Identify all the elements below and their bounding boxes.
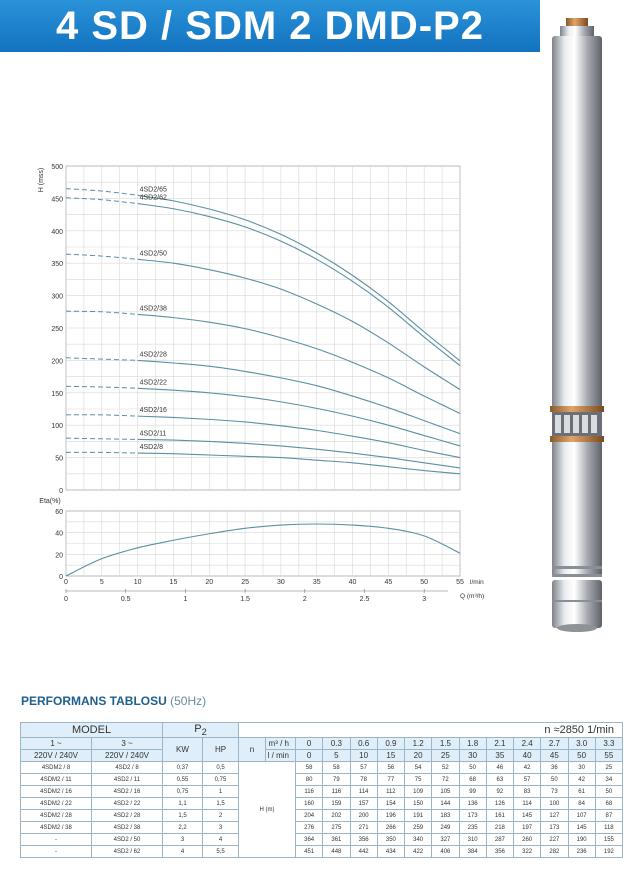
head-value-cell: 80 — [296, 774, 323, 786]
y-tick-label: 400 — [51, 228, 63, 236]
eta-y-tick-label: 0 — [59, 574, 63, 581]
flow-lmin-cell: 25 — [432, 750, 459, 762]
table-row — [21, 762, 623, 774]
power-kw: 0,37 — [163, 762, 203, 774]
head-value-cell: 107 — [568, 810, 595, 822]
head-value-cell: 83 — [514, 786, 541, 798]
head-value-cell: 310 — [459, 834, 486, 846]
x-tick-label: 10 — [133, 579, 142, 586]
kw-header: KW — [163, 738, 203, 762]
head-value-cell: 63 — [486, 774, 513, 786]
flow-lmin-cell: 40 — [514, 750, 541, 762]
head-value-cell: 327 — [432, 834, 459, 846]
head-value-cell: 42 — [568, 774, 595, 786]
power-hp: 0,75 — [203, 774, 239, 786]
head-value-cell: 197 — [514, 822, 541, 834]
head-value-cell: 260 — [514, 834, 541, 846]
head-value-cell: 105 — [432, 786, 459, 798]
head-value-cell: 192 — [595, 846, 622, 858]
table-header-row-3 — [21, 750, 623, 762]
three-phase-model: 4SD2 / 8 — [92, 762, 163, 774]
head-value-cell: 84 — [568, 798, 595, 810]
table-header-row-2 — [21, 738, 623, 750]
power-kw: 1,5 — [163, 810, 203, 822]
head-value-cell: 79 — [323, 774, 350, 786]
head-value-cell: 384 — [459, 846, 486, 858]
head-value-cell: 116 — [323, 786, 350, 798]
head-value-cell: 42 — [514, 762, 541, 774]
head-value-cell: 34 — [595, 774, 622, 786]
single-phase-model: 4SDM2 / 11 — [21, 774, 92, 786]
table-row — [21, 798, 623, 810]
y-tick-label: 150 — [51, 390, 63, 398]
head-value-cell: 61 — [568, 786, 595, 798]
head-value-cell: 322 — [514, 846, 541, 858]
head-value-cell: 145 — [568, 822, 595, 834]
head-value-cell: 25 — [595, 762, 622, 774]
head-value-cell: 54 — [405, 762, 432, 774]
three-phase-model: 4SD2 / 16 — [92, 786, 163, 798]
head-value-cell: 57 — [350, 762, 377, 774]
head-value-cell: 99 — [459, 786, 486, 798]
head-value-cell: 126 — [486, 798, 513, 810]
series-label: 4SD2/62 — [139, 194, 167, 202]
power-kw: 0,75 — [163, 786, 203, 798]
three-phase-voltage: 220V / 240V — [92, 750, 163, 762]
flow-lmin-cell: 0 — [296, 750, 323, 762]
flow-m3h-cell: 3.3 — [595, 738, 622, 750]
x2-tick-label: 2.5 — [359, 596, 370, 603]
head-value-cell: 118 — [595, 822, 622, 834]
y-tick-label: 0 — [59, 488, 63, 495]
head-value-cell: 364 — [296, 834, 323, 846]
page-title: 4 SD / SDM 2 DMD-P2 — [56, 4, 484, 48]
x-tick-label: 55 — [456, 579, 464, 586]
head-value-cell: 191 — [405, 810, 432, 822]
x-tick-label: 50 — [420, 579, 429, 586]
power-kw: 0,55 — [163, 774, 203, 786]
table-row — [21, 786, 623, 798]
x-tick-label: 30 — [277, 579, 285, 586]
m3h-label: m³ / h — [266, 738, 296, 750]
single-phase-model: 4SDM2 / 38 — [21, 822, 92, 834]
head-value-cell: 173 — [459, 810, 486, 822]
flow-m3h-cell: 0.9 — [377, 738, 404, 750]
power-hp: 2 — [203, 810, 239, 822]
single-phase-model: 4SDM2 / 16 — [21, 786, 92, 798]
speed-header: n ≈2850 1/min — [239, 723, 623, 738]
series-label: 4SD2/11 — [139, 430, 167, 438]
series-label: 4SD2/28 — [139, 351, 167, 359]
single-phase-model: - — [21, 834, 92, 846]
x2-tick-label: 3 — [422, 596, 427, 603]
single-phase-header — [21, 738, 92, 750]
three-phase-model: 4SD2 / 62 — [92, 846, 163, 858]
flow-lmin-cell: 15 — [377, 750, 404, 762]
head-value-cell: 92 — [486, 786, 513, 798]
head-value-cell: 116 — [296, 786, 323, 798]
series-label: 4SD2/22 — [139, 379, 167, 387]
head-value-cell: 56 — [377, 762, 404, 774]
head-value-cell: 72 — [432, 774, 459, 786]
head-value-cell: 157 — [350, 798, 377, 810]
table-row — [21, 846, 623, 858]
performance-table-heading: PERFORMANS TABLOSU — [21, 694, 167, 708]
three-phase-model: 4SD2 / 22 — [92, 798, 163, 810]
power-hp: 4 — [203, 834, 239, 846]
head-value-cell: 30 — [568, 762, 595, 774]
x2-tick-label: 0 — [64, 596, 68, 603]
power-hp: 0,5 — [203, 762, 239, 774]
flow-lmin-cell: 20 — [405, 750, 432, 762]
head-value-cell: 87 — [595, 810, 622, 822]
head-unit-label: H (m) — [239, 762, 296, 858]
head-value-cell: 249 — [432, 822, 459, 834]
x-tick-label: 15 — [169, 579, 178, 586]
hp-header: HP — [203, 738, 239, 762]
head-value-cell: 218 — [486, 822, 513, 834]
flow-m3h-cell: 0.3 — [323, 738, 350, 750]
flow-m3h-cell: 1.2 — [405, 738, 432, 750]
head-value-cell: 50 — [541, 774, 568, 786]
y-tick-label: 100 — [51, 423, 63, 431]
flow-lmin-cell: 45 — [541, 750, 568, 762]
head-value-cell: 58 — [323, 762, 350, 774]
flow-m3h-cell: 0.6 — [350, 738, 377, 750]
performance-table-title — [21, 694, 206, 708]
head-value-cell: 448 — [323, 846, 350, 858]
y-axis-label: H (mss) — [38, 167, 45, 193]
series-label: 4SD2/8 — [139, 444, 163, 452]
y-tick-label: 450 — [51, 196, 63, 204]
head-value-cell: 155 — [595, 834, 622, 846]
three-phase-header — [92, 738, 163, 750]
x2-tick-label: 1 — [183, 596, 188, 603]
x-tick-label: 40 — [348, 579, 357, 586]
x-tick-label: 20 — [205, 579, 214, 586]
x2-tick-label: 0.5 — [120, 596, 131, 603]
head-value-cell: 196 — [377, 810, 404, 822]
head-value-cell: 204 — [296, 810, 323, 822]
model-header: MODEL — [21, 723, 163, 738]
y-tick-label: 200 — [51, 358, 63, 366]
head-value-cell: 150 — [405, 798, 432, 810]
head-value-cell: 287 — [486, 834, 513, 846]
y-tick-label: 300 — [51, 293, 63, 301]
p2-subscript: 2 — [201, 727, 207, 738]
head-value-cell: 235 — [459, 822, 486, 834]
series-label: 4SD2/38 — [139, 305, 167, 313]
head-value-cell: 109 — [405, 786, 432, 798]
head-value-cell: 114 — [514, 798, 541, 810]
three-phase-model: 4SD2 / 28 — [92, 810, 163, 822]
head-value-cell: 200 — [350, 810, 377, 822]
flow-m3h-cell: 3.0 — [568, 738, 595, 750]
performance-table-frequency: (50Hz) — [170, 694, 207, 708]
head-value-cell: 356 — [350, 834, 377, 846]
table-row — [21, 822, 623, 834]
head-value-cell: 75 — [405, 774, 432, 786]
table-row — [21, 810, 623, 822]
y-tick-label: 250 — [51, 326, 63, 333]
table-row — [21, 834, 623, 846]
head-value-cell: 361 — [323, 834, 350, 846]
series-label: 4SD2/16 — [139, 407, 167, 415]
flow-lmin-cell: 55 — [595, 750, 622, 762]
single-phase-model: 4SDM2 / 22 — [21, 798, 92, 810]
x-tick-label: 0 — [64, 579, 68, 586]
head-value-cell: 202 — [323, 810, 350, 822]
table-header-row-1 — [21, 723, 623, 738]
head-value-cell: 406 — [432, 846, 459, 858]
eta-y-tick-label: 60 — [55, 509, 63, 516]
head-value-cell: 183 — [432, 810, 459, 822]
power-hp: 5,5 — [203, 846, 239, 858]
flow-m3h-cell: 1.5 — [432, 738, 459, 750]
head-value-cell: 127 — [541, 810, 568, 822]
head-value-cell: 451 — [296, 846, 323, 858]
flow-m3h-cell: 2.4 — [514, 738, 541, 750]
flow-m3h-cell: 2.1 — [486, 738, 513, 750]
head-value-cell: 236 — [568, 846, 595, 858]
eta-axis-label: Eta(%) — [39, 498, 61, 505]
head-value-cell: 50 — [595, 786, 622, 798]
series-label: 4SD2/50 — [139, 250, 167, 258]
head-value-cell: 57 — [514, 774, 541, 786]
x-tick-label: 25 — [241, 579, 249, 586]
head-value-cell: 100 — [541, 798, 568, 810]
single-phase-model: 4SDM2 / 28 — [21, 810, 92, 822]
three-phase-label: 3 ~ — [121, 739, 133, 749]
flow-m3h-cell: 0 — [296, 738, 323, 750]
x-axis-unit: l/min — [470, 579, 484, 586]
head-value-cell: 190 — [568, 834, 595, 846]
x-tick-label: 5 — [99, 579, 104, 586]
flow-m3h-cell: 1.8 — [459, 738, 486, 750]
head-value-cell: 50 — [459, 762, 486, 774]
single-phase-model: - — [21, 846, 92, 858]
power-kw: 2,2 — [163, 822, 203, 834]
head-value-cell: 340 — [405, 834, 432, 846]
head-value-cell: 145 — [514, 810, 541, 822]
head-value-cell: 266 — [377, 822, 404, 834]
power-kw: 4 — [163, 846, 203, 858]
head-value-cell: 46 — [486, 762, 513, 774]
pump-image — [546, 18, 608, 636]
three-phase-model: 4SD2 / 50 — [92, 834, 163, 846]
single-phase-label: 1 ~ — [50, 739, 62, 749]
x-tick-label: 45 — [384, 579, 393, 586]
head-value-cell: 259 — [405, 822, 432, 834]
three-phase-model: 4SD2 / 11 — [92, 774, 163, 786]
single-phase-model: 4SDM2 / 8 — [21, 762, 92, 774]
n-header: n — [239, 738, 266, 762]
series-label: 4SD2/65 — [139, 186, 167, 194]
head-value-cell: 161 — [486, 810, 513, 822]
head-value-cell: 356 — [486, 846, 513, 858]
y-tick-label: 50 — [55, 455, 63, 463]
y-tick-label: 500 — [51, 164, 63, 171]
power-hp: 1,5 — [203, 798, 239, 810]
power-kw: 3 — [163, 834, 203, 846]
y-tick-label: 350 — [51, 261, 63, 269]
power-hp: 1 — [203, 786, 239, 798]
x2-tick-label: 2 — [302, 596, 307, 603]
head-value-cell: 282 — [541, 846, 568, 858]
head-value-cell: 77 — [377, 774, 404, 786]
flow-lmin-cell: 10 — [350, 750, 377, 762]
head-value-cell: 136 — [459, 798, 486, 810]
power-hp: 3 — [203, 822, 239, 834]
lmin-label: l / min — [266, 750, 296, 762]
head-value-cell: 78 — [350, 774, 377, 786]
p2-label: P — [194, 723, 202, 735]
p2-header — [163, 723, 239, 738]
head-value-cell: 112 — [377, 786, 404, 798]
head-value-cell: 58 — [296, 762, 323, 774]
head-value-cell: 173 — [541, 822, 568, 834]
head-value-cell: 422 — [405, 846, 432, 858]
head-value-cell: 52 — [432, 762, 459, 774]
head-value-cell: 114 — [350, 786, 377, 798]
head-value-cell: 154 — [377, 798, 404, 810]
head-value-cell: 434 — [377, 846, 404, 858]
flow-m3h-cell: 2.7 — [541, 738, 568, 750]
head-value-cell: 442 — [350, 846, 377, 858]
x2-axis-unit: Q (m³/h) — [460, 593, 485, 600]
single-phase-voltage: 220V / 240V — [21, 750, 92, 762]
flow-lmin-cell: 35 — [486, 750, 513, 762]
head-value-cell: 68 — [459, 774, 486, 786]
flow-lmin-cell: 30 — [459, 750, 486, 762]
head-value-cell: 36 — [541, 762, 568, 774]
head-value-cell: 144 — [432, 798, 459, 810]
head-value-cell: 159 — [323, 798, 350, 810]
head-value-cell: 227 — [541, 834, 568, 846]
eta-y-tick-label: 20 — [55, 552, 63, 560]
flow-lmin-cell: 5 — [323, 750, 350, 762]
head-value-cell: 276 — [296, 822, 323, 834]
head-value-cell: 271 — [350, 822, 377, 834]
head-value-cell: 350 — [377, 834, 404, 846]
flow-lmin-cell: 50 — [568, 750, 595, 762]
performance-table — [20, 722, 623, 858]
head-value-cell: 68 — [595, 798, 622, 810]
table-row — [21, 774, 623, 786]
head-value-cell: 73 — [541, 786, 568, 798]
eta-y-tick-label: 40 — [55, 530, 63, 538]
power-kw: 1,1 — [163, 798, 203, 810]
head-value-cell: 275 — [323, 822, 350, 834]
three-phase-model: 4SD2 / 38 — [92, 822, 163, 834]
x-tick-label: 35 — [312, 579, 321, 586]
x2-tick-label: 1.5 — [240, 596, 250, 603]
head-value-cell: 160 — [296, 798, 323, 810]
